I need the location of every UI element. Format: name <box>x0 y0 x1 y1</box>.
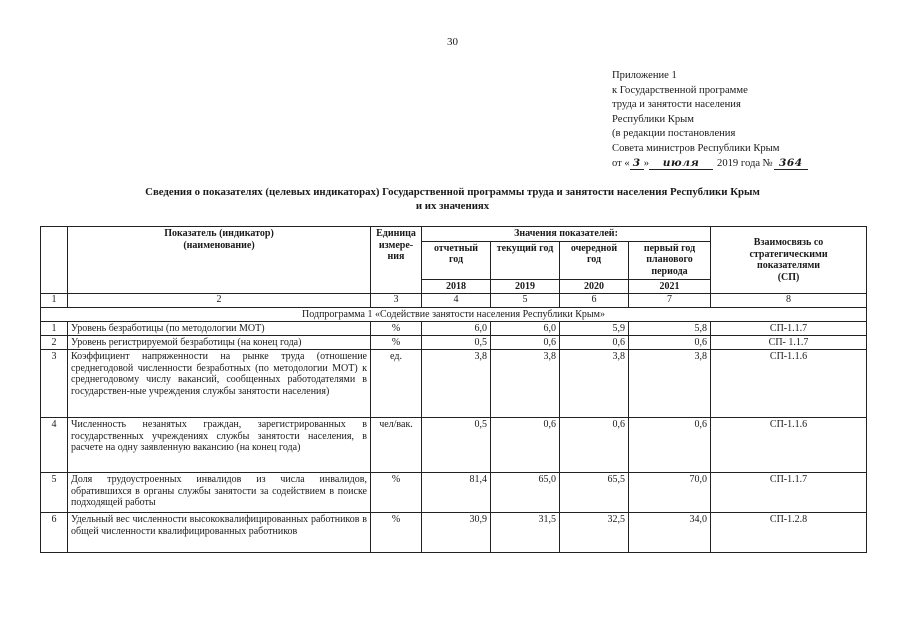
year-cell: 2021 <box>629 279 711 294</box>
year-cell: 2020 <box>560 279 629 294</box>
appendix-line: Республики Крым <box>612 113 694 125</box>
header-values-group: Значения показателей: <box>422 227 711 242</box>
indicator-name: Доля трудоустроенных инвалидов из числа инвалидов, обратившихся в органы службы занятости за содействием в поиске подходящей работы <box>68 473 371 513</box>
column-number: 2 <box>68 294 371 308</box>
unit-cell: % <box>371 322 422 336</box>
row-number: 6 <box>41 513 68 553</box>
appendix-line: Приложение 1 <box>612 70 677 81</box>
header-indicator: Показатель (индикатор) (наименование) <box>68 227 371 294</box>
table-row <box>41 473 867 513</box>
indicator-name: Численность незанятых граждан, зарегистрированных в государственных учреждениях службы занятости населения, в расчете на одну заявленную вакансию (на конец года) <box>68 418 371 473</box>
value-cell: 0,6 <box>560 418 629 473</box>
header-next-year: очередной год <box>560 241 629 279</box>
appendix-line: труда и занятости населения <box>612 99 741 111</box>
column-number: 5 <box>491 294 560 308</box>
year-cell: 2019 <box>491 279 560 294</box>
column-number: 4 <box>422 294 491 308</box>
indicator-name: Уровень безработицы (по методологии МОТ) <box>68 322 371 336</box>
relation-cell: СП-1.1.6 <box>711 418 867 473</box>
value-cell: 65,0 <box>491 473 560 513</box>
document-title <box>40 185 865 213</box>
value-cell: 31,5 <box>491 513 560 553</box>
value-cell: 65,5 <box>560 473 629 513</box>
header-blank <box>41 227 68 294</box>
unit-cell: % <box>371 513 422 553</box>
unit-cell: % <box>371 473 422 513</box>
value-cell: 5,9 <box>560 322 629 336</box>
value-cell: 30,9 <box>422 513 491 553</box>
value-cell: 0,6 <box>560 336 629 350</box>
header-row <box>41 227 867 242</box>
appendix-line: к Государственной программе <box>612 84 748 96</box>
appendix-line: (в редакции постановления <box>612 128 736 140</box>
unit-cell: чел/вак. <box>371 418 422 473</box>
indicator-name: Уровень регистрируемой безработицы (на конец года) <box>68 336 371 350</box>
value-cell: 70,0 <box>629 473 711 513</box>
row-number: 3 <box>41 350 68 418</box>
indicator-rows <box>41 322 867 553</box>
value-cell: 0,5 <box>422 418 491 473</box>
page-number: 30 <box>447 36 458 48</box>
value-cell: 34,0 <box>629 513 711 553</box>
handwritten-number: 364 <box>774 158 808 170</box>
document-title-line1: Сведения о показателях (целевых индикаторах) Государственной программы труда и занятости населения Республики Крым <box>145 186 760 198</box>
unit-cell: ед. <box>371 350 422 418</box>
row-number: 4 <box>41 418 68 473</box>
value-cell: 3,8 <box>491 350 560 418</box>
header-current-year: текущий год <box>491 241 560 279</box>
relation-cell: СП- 1.1.7 <box>711 336 867 350</box>
column-number: 8 <box>711 294 867 308</box>
relation-cell: СП-1.2.8 <box>711 513 867 553</box>
year-cell: 2018 <box>422 279 491 294</box>
header-relation: Взаимосвязь со стратегическими показателями (СП) <box>711 227 867 294</box>
column-number: 7 <box>629 294 711 308</box>
handwritten-day: 3 <box>630 158 644 170</box>
header-unit: Единица измере- ния <box>371 227 422 294</box>
appendix-line: Совета министров Республики Крым <box>612 142 780 154</box>
table-row <box>41 336 867 350</box>
table-row <box>41 418 867 473</box>
subprogram-row <box>41 307 867 322</box>
value-cell: 0,6 <box>629 336 711 350</box>
document-title-line2: и их значениях <box>415 200 490 212</box>
table-row <box>41 513 867 553</box>
relation-cell: СП-1.1.7 <box>711 322 867 336</box>
value-cell: 3,8 <box>629 350 711 418</box>
unit-cell: % <box>371 336 422 350</box>
value-cell: 5,8 <box>629 322 711 336</box>
value-cell: 6,0 <box>422 322 491 336</box>
column-number: 1 <box>41 294 68 308</box>
value-cell: 3,8 <box>422 350 491 418</box>
column-number: 6 <box>560 294 629 308</box>
relation-cell: СП-1.1.6 <box>711 350 867 418</box>
row-number: 5 <box>41 473 68 513</box>
value-cell: 3,8 <box>560 350 629 418</box>
column-number: 3 <box>371 294 422 308</box>
row-number: 2 <box>41 336 68 350</box>
table-row <box>41 322 867 336</box>
row-number: 1 <box>41 322 68 336</box>
column-numbers-row <box>41 294 867 308</box>
indicator-name: Удельный вес численности высококвалифицированных работников в общей численности квалифицированных работников <box>68 513 371 553</box>
value-cell: 81,4 <box>422 473 491 513</box>
date-year-text: 2019 года № <box>717 157 773 169</box>
header-reporting-year: отчетный год <box>422 241 491 279</box>
date-separator: » <box>643 157 650 169</box>
date-prefix: от « <box>612 157 630 169</box>
value-cell: 0,5 <box>422 336 491 350</box>
relation-cell: СП-1.1.7 <box>711 473 867 513</box>
handwritten-month: июля <box>649 158 713 170</box>
value-cell: 0,6 <box>629 418 711 473</box>
value-cell: 32,5 <box>560 513 629 553</box>
value-cell: 0,6 <box>491 418 560 473</box>
appendix-date-line <box>612 157 808 172</box>
value-cell: 0,6 <box>491 336 560 350</box>
indicators-table <box>40 226 867 553</box>
appendix-block <box>612 69 808 171</box>
indicator-name: Коэффициент напряженности на рынке труда (отношение среднегодовой численности безработных (по методологии МОТ) к среднегодовому числу вакансий, сообщенных работодателями в государствен-ные учреждения службы занятости населения) <box>68 350 371 418</box>
value-cell: 6,0 <box>491 322 560 336</box>
table-row <box>41 350 867 418</box>
subprogram-title: Подпрограмма 1 «Содействие занятости населения Республики Крым» <box>41 307 867 322</box>
header-first-planning-year: первый год планового периода <box>629 241 711 279</box>
